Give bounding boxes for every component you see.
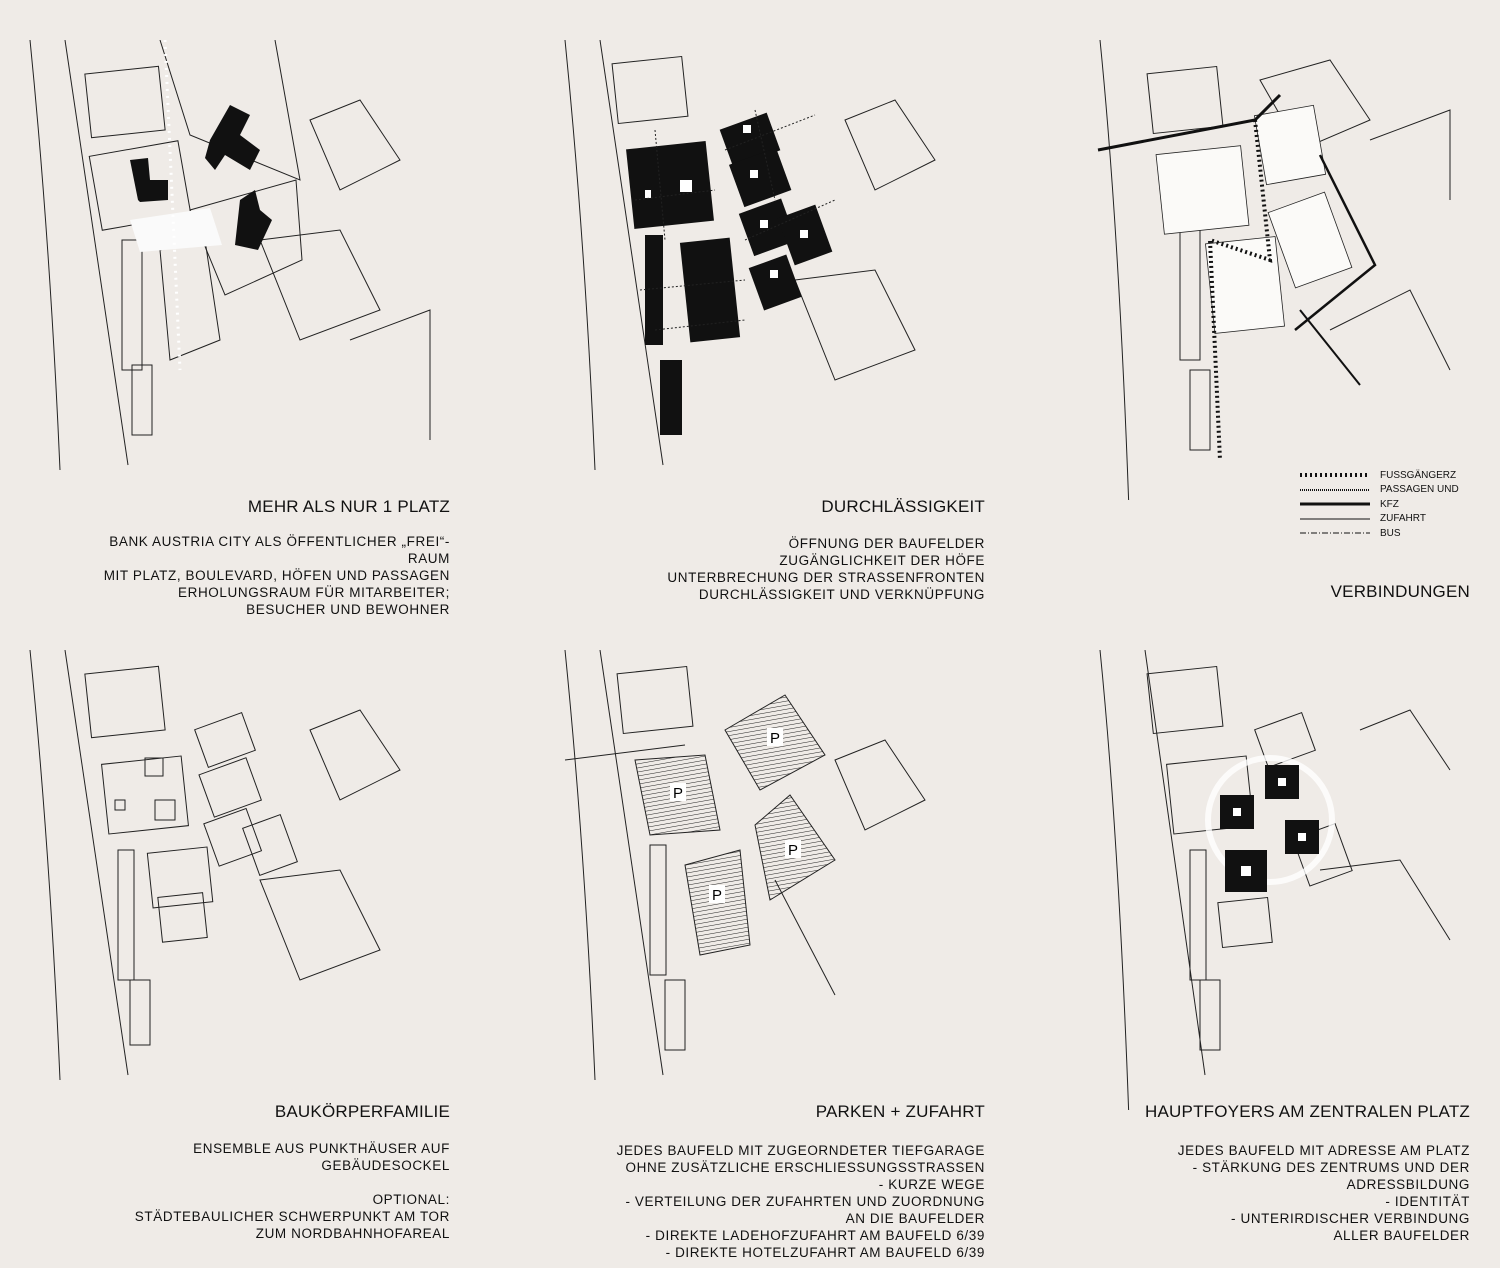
panel-title: HAUPTFOYERS AM ZENTRALEN PLATZ <box>1145 1102 1470 1121</box>
panel-title: PARKEN + ZUFAHRT <box>815 1102 985 1121</box>
panel-description <box>104 533 450 618</box>
panel-title: DURCHLÄSSIGKEIT <box>821 497 985 516</box>
panel-description <box>1178 1142 1470 1244</box>
desc-line: RAUM <box>407 551 450 566</box>
parking-label: P <box>787 842 799 859</box>
map-hauptfoyers <box>1030 650 1470 1110</box>
map-platz <box>10 40 450 500</box>
legend-swatch <box>1300 500 1370 508</box>
panel-title: VERBINDUNGEN <box>1330 582 1470 601</box>
desc-line: OHNE ZUSÄTZLICHE ERSCHLIESSUNGSSTRASSEN <box>625 1160 985 1175</box>
map-parken <box>545 650 985 1110</box>
legend-swatch <box>1300 471 1370 479</box>
panel-baukoerperfamilie <box>10 650 450 1250</box>
desc-line: STÄDTEBAULICHER SCHWERPUNKT AM TOR <box>134 1209 450 1224</box>
panel-description <box>667 535 985 603</box>
map-durchlaessigkeit <box>545 40 985 500</box>
desc-line: OPTIONAL: <box>372 1192 450 1207</box>
legend-item <box>1300 483 1459 498</box>
desc-line: - KURZE WEGE <box>878 1177 985 1192</box>
desc-line: UNTERBRECHUNG DER STRASSENFRONTEN <box>667 570 985 585</box>
panel-parken <box>545 650 985 1260</box>
parking-label: P <box>711 887 723 904</box>
panel-durchlaessigkeit <box>545 40 985 640</box>
legend-swatch <box>1300 529 1370 537</box>
desc-line: ZUM NORDBAHNHOFAREAL <box>255 1226 450 1241</box>
desc-line: JEDES BAUFELD MIT ZUGEORNDETER TIEFGARAGE <box>616 1143 985 1158</box>
desc-line <box>135 1174 450 1191</box>
desc-line: MIT PLATZ, BOULEVARD, HÖFEN UND PASSAGEN <box>103 568 450 583</box>
desc-line: - UNTERIRDISCHER VERBINDUNG <box>1231 1211 1470 1226</box>
legend-label: PASSAGEN UND <box>1380 484 1459 496</box>
legend-label: ZUFAHRT <box>1380 513 1426 525</box>
desc-line: BESUCHER UND BEWOHNER <box>246 602 450 617</box>
parking-label: P <box>769 730 781 747</box>
desc-line: ZUGÄNGLICHKEIT DER HÖFE <box>779 553 985 568</box>
desc-line: ÖFFNUNG DER BAUFELDER <box>788 536 985 551</box>
legend-item <box>1300 526 1459 541</box>
desc-line: BANK AUSTRIA CITY ALS ÖFFENTLICHER „FREI“- <box>109 534 450 549</box>
legend-item <box>1300 497 1459 512</box>
desc-line: - DIREKTE LADEHOFZUFAHRT AM BAUFELD 6/39 <box>645 1228 985 1243</box>
desc-line: - IDENTITÄT <box>1385 1194 1470 1209</box>
panel-hauptfoyers <box>1030 650 1470 1250</box>
desc-line: - DIREKTE HOTELZUFAHRT AM BAUFELD 6/39 <box>665 1245 985 1260</box>
desc-line: ENSEMBLE AUS PUNKTHÄUSER AUF <box>193 1141 450 1156</box>
legend-label: FUSSGÄNGERZ <box>1380 469 1457 481</box>
panel-platz <box>10 40 450 640</box>
legend-label: BUS <box>1380 527 1401 539</box>
desc-line: ADRESSBILDUNG <box>1346 1177 1470 1192</box>
desc-line: ALLER BAUFELDER <box>1333 1228 1470 1243</box>
desc-line: JEDES BAUFELD MIT ADRESSE AM PLATZ <box>1177 1143 1470 1158</box>
parking-label: P <box>672 785 684 802</box>
legend-swatch <box>1300 486 1370 494</box>
legend <box>1300 468 1459 541</box>
panel-title: MEHR ALS NUR 1 PLATZ <box>247 497 450 516</box>
desc-line: DURCHLÄSSIGKEIT UND VERKNÜPFUNG <box>698 587 985 602</box>
desc-line: - VERTEILUNG DER ZUFAHRTEN UND ZUORDNUNG <box>625 1194 985 1209</box>
desc-line: ERHOLUNGSRAUM FÜR MITARBEITER; <box>177 585 450 600</box>
panel-description <box>135 1140 450 1242</box>
panel-title: BAUKÖRPERFAMILIE <box>274 1102 450 1121</box>
map-verbindungen <box>1030 40 1470 500</box>
legend-label: KFZ <box>1380 498 1399 510</box>
legend-swatch <box>1300 515 1370 523</box>
legend-item <box>1300 468 1459 483</box>
desc-line: GEBÄUDESOCKEL <box>321 1158 450 1173</box>
desc-line: AN DIE BAUFELDER <box>845 1211 985 1226</box>
panel-verbindungen <box>1030 40 1470 640</box>
panel-description <box>617 1142 985 1261</box>
legend-item <box>1300 512 1459 527</box>
map-baukoerperfamilie <box>10 650 450 1110</box>
desc-line: - STÄRKUNG DES ZENTRUMS UND DER <box>1192 1160 1470 1175</box>
